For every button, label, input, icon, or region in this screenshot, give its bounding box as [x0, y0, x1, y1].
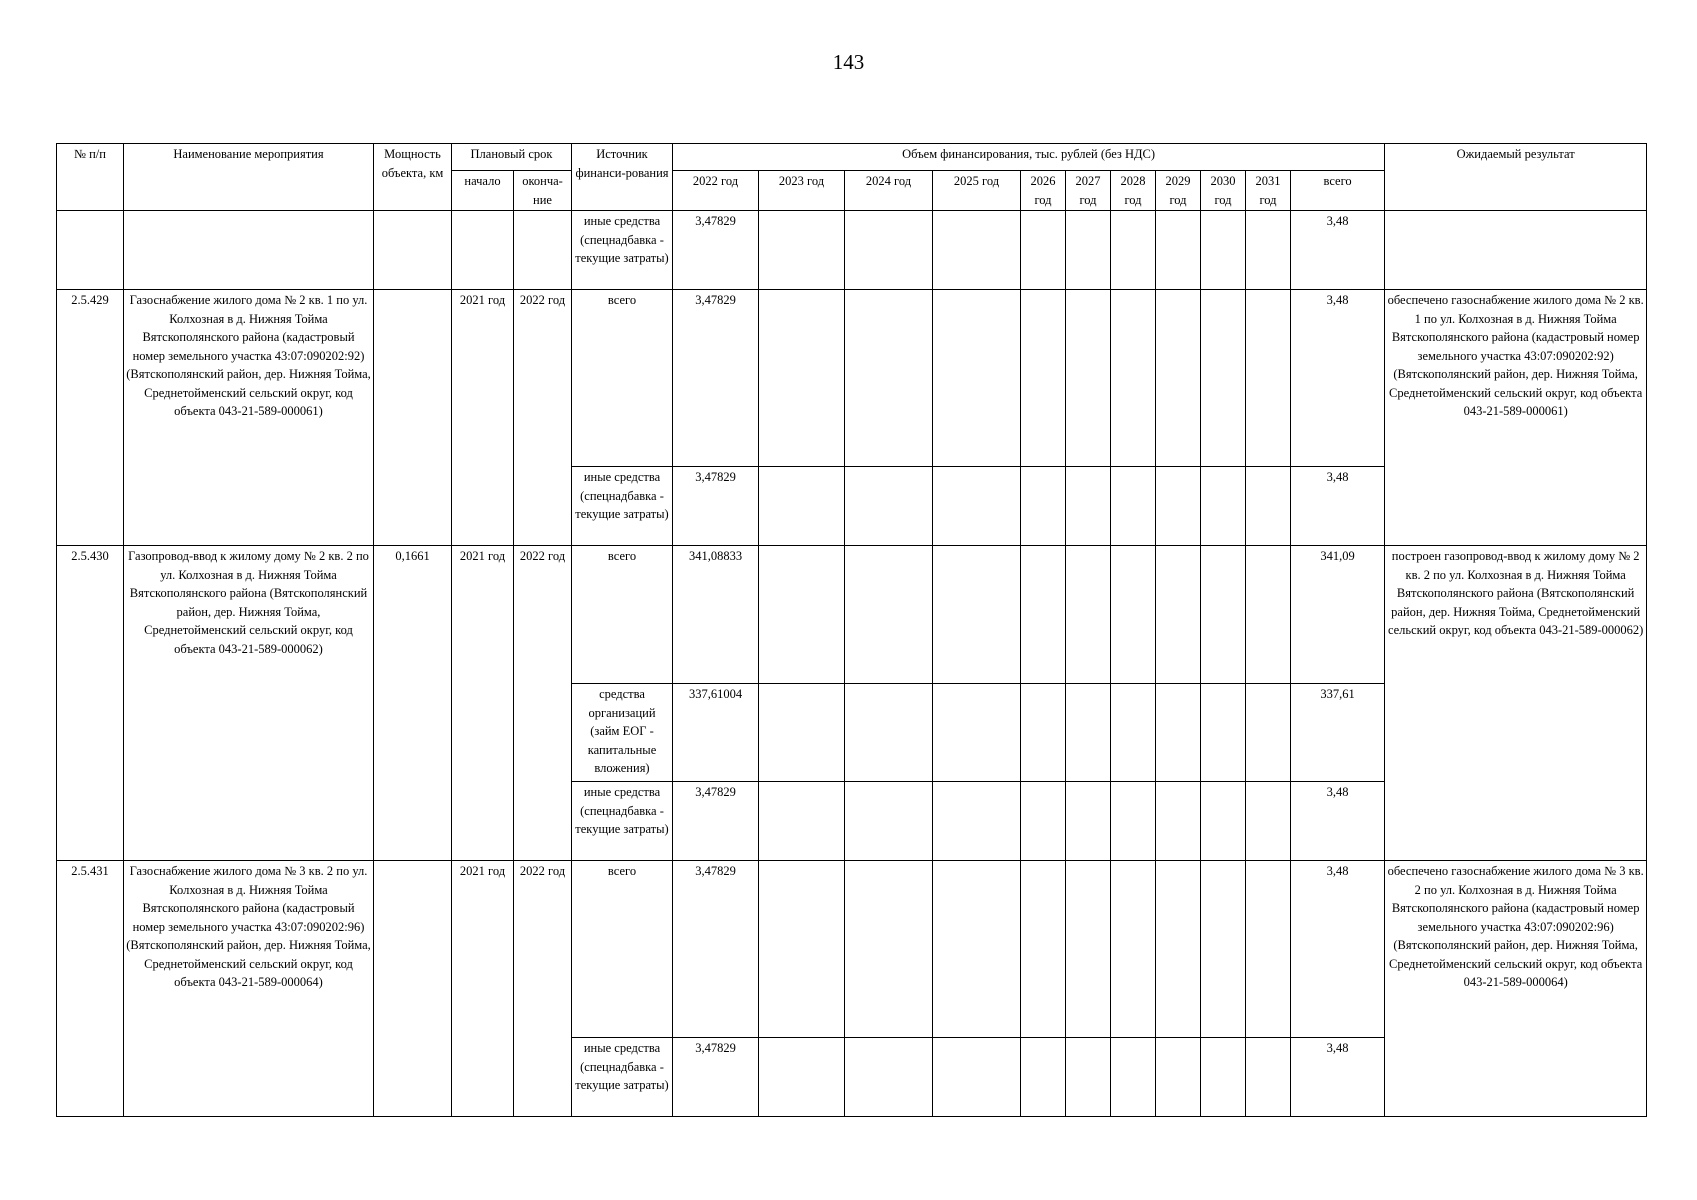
value-2022: 3,47829 [673, 211, 759, 290]
value-2022: 3,47829 [673, 290, 759, 467]
value-2022: 3,47829 [673, 782, 759, 861]
value-total: 3,48 [1291, 1038, 1385, 1117]
header-year-2030: 2030 год [1201, 171, 1246, 211]
header-source: Источник финанси-рования [572, 144, 673, 211]
table-row [57, 211, 1647, 290]
item-result: обеспечено газоснабжение жилого дома № 2 кв. 1 по ул. Колхозная в д. Нижняя Тойма Вятскополянского района (кадастровый номер земельного участка 43:07:090202:92) (Вятскополянский район, дер. Нижняя Тойма, Среднетойменский сельский округ, код объекта 043-21-589-000061) [1385, 290, 1647, 546]
source-cell: всего [572, 546, 673, 684]
header-row-1 [57, 144, 1647, 171]
header-num: № п/п [57, 144, 124, 211]
item-capacity [374, 290, 452, 546]
item-capacity [374, 861, 452, 1117]
table-row [57, 290, 1647, 467]
value-total: 337,61 [1291, 684, 1385, 782]
value-2022: 3,47829 [673, 1038, 759, 1117]
item-num: 2.5.430 [57, 546, 124, 861]
header-year-2023: 2023 год [759, 171, 845, 211]
header-year-2031: 2031 год [1246, 171, 1291, 211]
item-end: 2022 год [514, 290, 572, 546]
item-end: 2022 год [514, 861, 572, 1117]
value-total: 3,48 [1291, 211, 1385, 290]
value-2022: 337,61004 [673, 684, 759, 782]
header-start: начало [452, 171, 514, 211]
source-cell: иные средства (спецнадбавка - текущие затраты) [572, 782, 673, 861]
item-name: Газоснабжение жилого дома № 2 кв. 1 по ул. Колхозная в д. Нижняя Тойма Вятскополянского района (кадастровый номер земельного участка 43:07:090202:92) (Вятскополянский район, дер. Нижняя Тойма, Среднетойменский сельский округ, код объекта 043-21-589-000061) [124, 290, 374, 546]
value-2022: 3,47829 [673, 861, 759, 1038]
source-cell: всего [572, 290, 673, 467]
header-end: оконча-ние [514, 171, 572, 211]
item-num: 2.5.429 [57, 290, 124, 546]
item-capacity: 0,1661 [374, 546, 452, 861]
value-total: 3,48 [1291, 861, 1385, 1038]
item-start: 2021 год [452, 861, 514, 1117]
header-year-2027: 2027 год [1066, 171, 1111, 211]
table-row [57, 546, 1647, 684]
header-year-2026: 2026 год [1021, 171, 1066, 211]
value-2022: 3,47829 [673, 467, 759, 546]
item-start: 2021 год [452, 290, 514, 546]
source-cell: иные средства (спецнадбавка - текущие затраты) [572, 1038, 673, 1117]
item-name: Газоснабжение жилого дома № 3 кв. 2 по ул. Колхозная в д. Нижняя Тойма Вятскополянского района (кадастровый номер земельного участка 43:07:090202:96) (Вятскополянский район, дер. Нижняя Тойма, Среднетойменский сельский округ, код объекта 043-21-589-000064) [124, 861, 374, 1117]
source-cell: иные средства (спецнадбавка - текущие затраты) [572, 467, 673, 546]
item-num: 2.5.431 [57, 861, 124, 1117]
header-result: Ожидаемый результат [1385, 144, 1647, 211]
header-year-2022: 2022 год [673, 171, 759, 211]
source-cell: всего [572, 861, 673, 1038]
table-row [57, 861, 1647, 1038]
header-name: Наименование мероприятия [124, 144, 374, 211]
item-name: Газопровод-ввод к жилому дому № 2 кв. 2 по ул. Колхозная в д. Нижняя Тойма Вятскополянского района (Вятскополянский район, дер. Нижняя Тойма, Среднетойменский сельский округ, код объекта 043-21-589-000062) [124, 546, 374, 861]
header-year-2029: 2029 год [1156, 171, 1201, 211]
header-year-2025: 2025 год [933, 171, 1021, 211]
value-total: 341,09 [1291, 546, 1385, 684]
source-cell: средства организаций (займ ЕОГ - капитальные вложения) [572, 684, 673, 782]
value-total: 3,48 [1291, 782, 1385, 861]
source-cell: иные средства (спецнадбавка - текущие затраты) [572, 211, 673, 290]
header-capacity: Мощность объекта, км [374, 144, 452, 211]
item-end: 2022 год [514, 546, 572, 861]
header-total: всего [1291, 171, 1385, 211]
header-year-2028: 2028 год [1111, 171, 1156, 211]
value-total: 3,48 [1291, 290, 1385, 467]
item-result: построен газопровод-ввод к жилому дому № 2 кв. 2 по ул. Колхозная в д. Нижняя Тойма Вятскополянского района (Вятскополянский район, дер. Нижняя Тойма, Среднетойменский сельский округ, код объекта 043-21-589-000062) [1385, 546, 1647, 861]
value-2022: 341,08833 [673, 546, 759, 684]
value-total: 3,48 [1291, 467, 1385, 546]
item-start: 2021 год [452, 546, 514, 861]
header-volume: Объем финансирования, тыс. рублей (без НДС) [673, 144, 1385, 171]
page-number: 143 [832, 50, 865, 74]
financing-table [56, 143, 1647, 1117]
header-planned-term: Плановый срок [452, 144, 572, 171]
header-year-2024: 2024 год [845, 171, 933, 211]
item-result: обеспечено газоснабжение жилого дома № 3 кв. 2 по ул. Колхозная в д. Нижняя Тойма Вятскополянского района (кадастровый номер земельного участка 43:07:090202:96) (Вятскополянский район, дер. Нижняя Тойма, Среднетойменский сельский округ, код объекта 043-21-589-000064) [1385, 861, 1647, 1117]
